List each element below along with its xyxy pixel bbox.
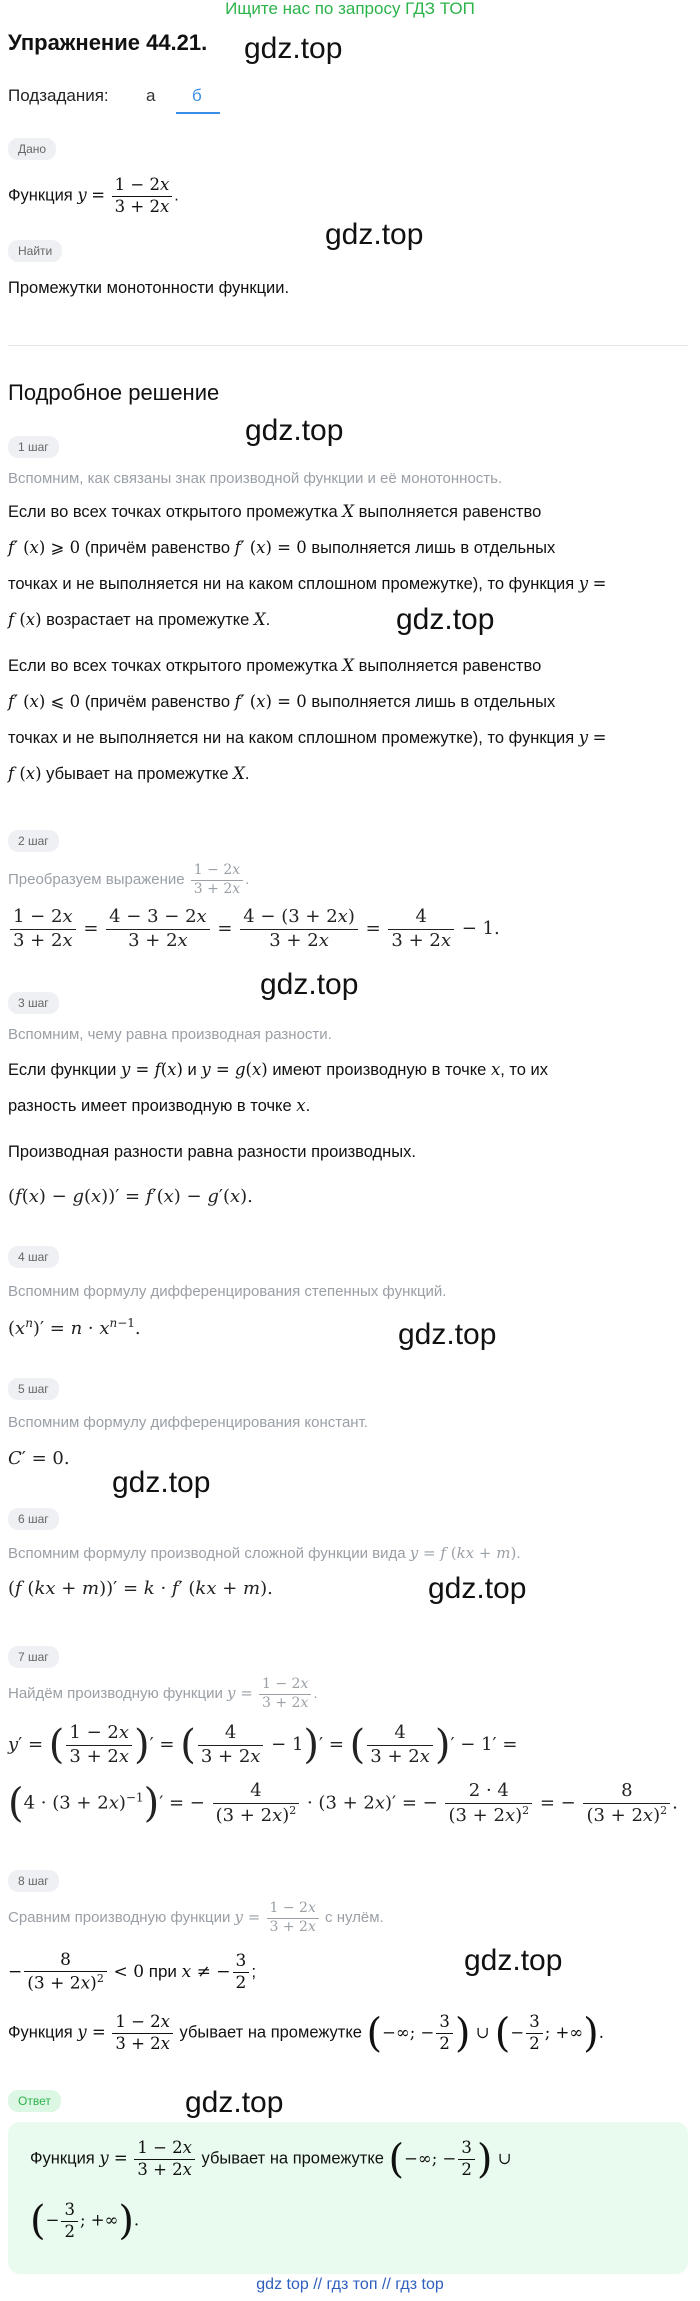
- step-2-formula: $\frac{1 - 2x}{3 + 2x}$ = $\frac{4 - 3 - 2x}{3 + 2x}$ = $\frac{4 - (3 + 2x)}{3 + 2x}$ = $\frac{4}{3 + 2x}$ − 1.: [8, 906, 500, 952]
- divider: [8, 345, 688, 346]
- step-6-formula: (f (kx + m))′ = k · f′ (kx + m).: [8, 1578, 273, 1599]
- watermark: gdz.top: [112, 1466, 211, 1499]
- watermark: gdz.top: [398, 1318, 497, 1351]
- answer-text-2: (− $\frac{3}{2}$ ; +∞).: [30, 2198, 140, 2245]
- step-7-chip: 7 шаг: [8, 1646, 59, 1668]
- step-1-chip: 1 шаг: [8, 436, 59, 458]
- find-text: Промежутки монотонности функции.: [8, 279, 290, 297]
- footer-links[interactable]: gdz top // гдз топ // гдз top: [256, 2276, 444, 2293]
- step-4-formula: $(x^n)' = n \cdot x^{n-1}$.: [8, 1316, 141, 1339]
- step-4-hint: Вспомним формулу дифференцирования степенных функций.: [8, 1283, 447, 1300]
- step-1-text-1: Если во всех точках открытого промежутка X выполняется равенство f′ (x) ⩾ 0 (причём равенство f′ (x) = 0 выполняется лишь в отдельных точках и не выполняется ни на каком сплошном промежутке), то функция y = f (x) возрастает на промежутке X.: [8, 502, 607, 629]
- subtasks-label: Подзадания:: [8, 86, 109, 105]
- watermark: gdz.top: [185, 2086, 284, 2119]
- step-5-formula: C′ = 0.: [8, 1448, 70, 1469]
- step-1-hint: Вспомним, как связаны знак производной функции и её монотонность.: [8, 470, 503, 487]
- step-8-conclusion: Функция y = $\frac{1 - 2x}{3 + 2x}$ убывает на промежутке (−∞; − $\frac{3}{2}$ ) ∪ (− $\frac{3}{2}$ ; +∞).: [8, 2010, 604, 2057]
- page-title: Упражнение 44.21.: [8, 30, 208, 55]
- promo-banner[interactable]: Ищите нас по запросу ГДЗ ТОП: [225, 0, 475, 18]
- tab-b[interactable]: б: [192, 86, 202, 105]
- step-3-formula: (f(x) − g(x))′ = f′(x) − g′(x).: [8, 1186, 253, 1207]
- step-8-hint: Сравним производную функции y = $\frac{1 - 2x}{3 + 2x}$ с нулём.: [8, 1900, 384, 1935]
- find-chip: Найти: [8, 240, 62, 262]
- watermark: gdz.top: [325, 218, 424, 251]
- step-3-chip: 3 шаг: [8, 992, 59, 1014]
- step-6-chip: 6 шаг: [8, 1508, 59, 1530]
- step-7-hint: Найдём производную функции y = $\frac{1 - 2x}{3 + 2x}$ .: [8, 1676, 318, 1711]
- step-2-hint: Преобразуем выражение $\frac{1 - 2x}{3 + 2x}$ .: [8, 862, 250, 897]
- watermark: gdz.top: [244, 32, 343, 65]
- step-1-text-2: Если во всех точках открытого промежутка X выполняется равенство f′ (x) ⩽ 0 (причём равенство f′ (x) = 0 выполняется лишь в отдельных точках и не выполняется ни на каком сплошном промежутке), то функция y = f (x) убывает на промежутке X.: [8, 656, 607, 783]
- solution-title: Подробное решение: [8, 380, 220, 405]
- step-8-chip: 8 шаг: [8, 1870, 59, 1892]
- tab-a[interactable]: а: [146, 86, 156, 105]
- answer-chip: Ответ: [8, 2090, 61, 2112]
- given-text: Функция y = $\frac{1 - 2x}{3 + 2x}$ .: [8, 175, 179, 216]
- step-5-hint: Вспомним формулу дифференцирования констант.: [8, 1414, 368, 1431]
- watermark: gdz.top: [428, 1572, 527, 1605]
- step-8-inequality: − $\frac{8}{(3 + 2x)^2}$ < 0 при x ≠ − $\frac{3}{2}$ ;: [8, 1950, 257, 1994]
- step-5-chip: 5 шаг: [8, 1378, 59, 1400]
- step-7-formula-2: $(4 \cdot (3 + 2x)^{-1})'$ = − $\frac{4}{(3 + 2x)^2}$ · (3 + 2x)′ = − $\frac{2 \cdot 4}{(3 + 2x)^2}$ = − $\frac{8}{(3 + 2x)^2}$ .: [8, 1780, 678, 1827]
- step-3-rule: Производная разности равна разности производных.: [8, 1143, 416, 1161]
- step-7-formula-1: y′ = ( $\frac{1 - 2x}{3 + 2x}$ )′ = ( $\frac{4}{3 + 2x}$ − 1)′ = ( $\frac{4}{3 + 2x}$ )′ − 1′ =: [8, 1722, 518, 1768]
- watermark: gdz.top: [245, 414, 344, 447]
- answer-text-1: Функция y = $\frac{1 - 2x}{3 + 2x}$ убывает на промежутке (−∞; − $\frac{3}{2}$ ) ∪: [30, 2136, 512, 2183]
- given-chip: Дано: [8, 138, 56, 160]
- watermark: gdz.top: [260, 968, 359, 1001]
- step-2-chip: 2 шаг: [8, 830, 59, 852]
- step-4-chip: 4 шаг: [8, 1246, 59, 1268]
- step-3-hint: Вспомним, чему равна производная разности.: [8, 1026, 332, 1043]
- active-tab-indicator: [176, 112, 220, 114]
- watermark: gdz.top: [396, 603, 495, 636]
- step-6-hint: Вспомним формулу производной сложной функции вида y = f (kx + m).: [8, 1544, 521, 1562]
- step-3-text: Если функции y = f(x) и y = g(x) имеют производную в точке x, то их разность имеет производную в точке x.: [8, 1060, 549, 1115]
- watermark: gdz.top: [464, 1944, 563, 1977]
